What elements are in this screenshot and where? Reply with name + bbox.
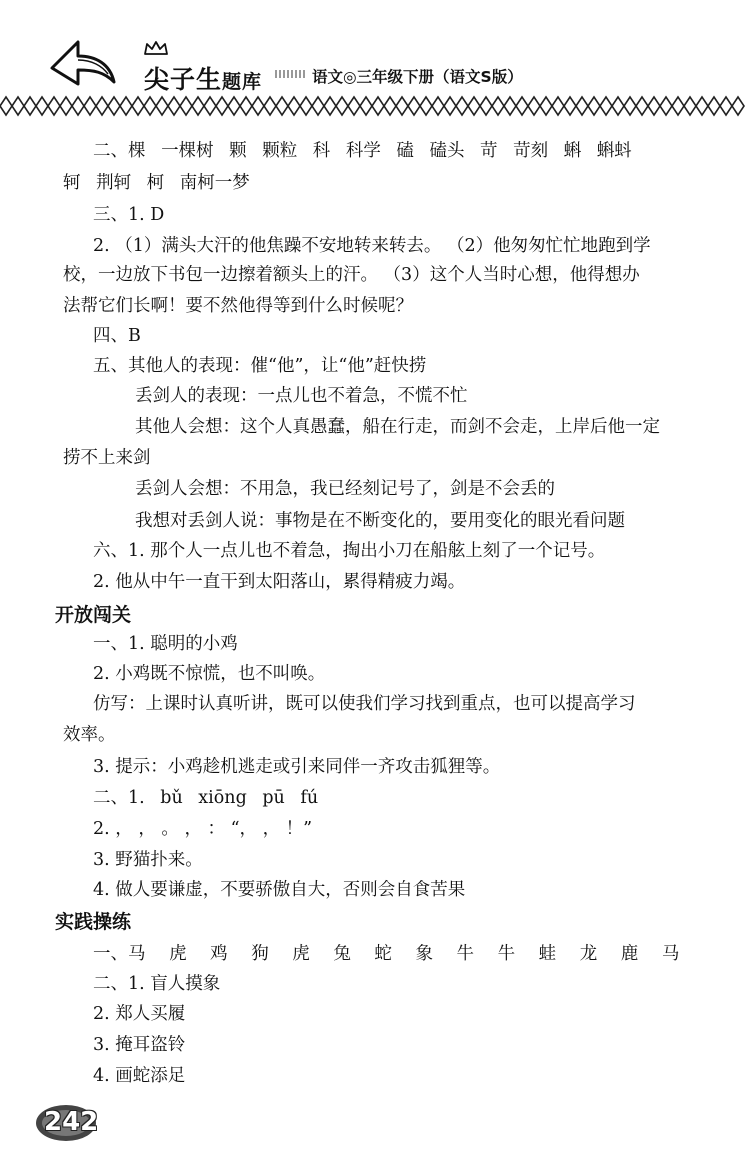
answer-line: 捞不上来剑 bbox=[63, 448, 151, 468]
zigzag-diamond bbox=[420, 97, 432, 115]
answer-line: 仿写：上课时认真听讲，既可以使我们学习找到重点，也可以提高学习 bbox=[93, 694, 636, 714]
answer-line: 丢剑人会想：不用急，我已经刻记号了，剑是不会丢的 bbox=[135, 479, 555, 499]
answer-line: 4. 画蛇添足 bbox=[93, 1066, 186, 1086]
zigzag-diamond bbox=[60, 97, 72, 115]
zigzag-diamond bbox=[480, 97, 492, 115]
zigzag-diamond bbox=[300, 97, 312, 115]
zigzag-diamond bbox=[348, 97, 360, 115]
answer-line: 校，一边放下书包一边擦着额头上的汗。 （3）这个人当时心想，他得想办 bbox=[63, 265, 640, 285]
zigzag-diamond bbox=[624, 97, 636, 115]
zigzag-diamond bbox=[336, 97, 348, 115]
zigzag-diamond bbox=[552, 97, 564, 115]
answer-line: 其他人会想：这个人真愚蠢，船在行走，而剑不会走，上岸后他一定 bbox=[135, 417, 660, 437]
zigzag-diamond bbox=[120, 97, 132, 115]
answer-line: 4. 做人要谦虚，不要骄傲自大，否则会自食苦果 bbox=[93, 880, 466, 900]
zigzag-diamond bbox=[108, 97, 120, 115]
answer-line: 3. 野猫扑来。 bbox=[93, 850, 203, 870]
answer-line: 五、其他人的表现：催“他”，让“他”赶快捞 bbox=[93, 356, 427, 376]
answer-line: 丢剑人的表现：一点儿也不着急，不慌不忙 bbox=[135, 386, 468, 406]
zigzag-diamond bbox=[168, 97, 180, 115]
zigzag-diamond bbox=[288, 97, 300, 115]
brand-main: 尖子生 bbox=[144, 65, 223, 94]
zigzag-diamond bbox=[144, 97, 156, 115]
zigzag-diamond bbox=[204, 97, 216, 115]
zigzag-diamond bbox=[660, 97, 672, 115]
zigzag-diamond bbox=[732, 97, 744, 115]
zigzag-diamond bbox=[312, 97, 324, 115]
zigzag-diamond bbox=[228, 97, 240, 115]
section-title-open: 开放闯关 bbox=[55, 604, 132, 626]
zigzag-diamond bbox=[384, 97, 396, 115]
answer-line: 2. 郑人买履 bbox=[93, 1004, 186, 1024]
answer-line: 轲 荆轲 柯 南柯一梦 bbox=[63, 173, 250, 193]
zigzag-diamond bbox=[156, 97, 168, 115]
zigzag-diamond bbox=[252, 97, 264, 115]
zigzag-diamond bbox=[636, 97, 648, 115]
answer-line: 二、1. 盲人摸象 bbox=[93, 974, 221, 994]
answer-line: 一、马 虎 鸡 狗 虎 兔 蛇 象 牛 牛 蛙 龙 鹿 马 bbox=[93, 944, 680, 964]
zigzag-diamond bbox=[432, 97, 444, 115]
zigzag-diamond bbox=[132, 97, 144, 115]
zigzag-diamond bbox=[648, 97, 660, 115]
zigzag-diamond bbox=[672, 97, 684, 115]
zigzag-diamond bbox=[180, 97, 192, 115]
answer-line: 三、1. D bbox=[93, 205, 165, 225]
zigzag-diamond bbox=[720, 97, 732, 115]
section-title-practice: 实践操练 bbox=[55, 911, 132, 933]
answer-line: 2. ， ， 。 ， ： “， ， ！” bbox=[93, 819, 313, 839]
zigzag-diamond bbox=[492, 97, 504, 115]
zigzag-diamond bbox=[540, 97, 552, 115]
zigzag-diamond bbox=[612, 97, 624, 115]
page-number: 242 bbox=[44, 1107, 99, 1137]
zigzag-diamond bbox=[600, 97, 612, 115]
zigzag-diamond bbox=[564, 97, 576, 115]
zigzag-diamond bbox=[360, 97, 372, 115]
zigzag-diamond bbox=[84, 97, 96, 115]
book-subject-title: 语文◎三年级下册（语文S版） bbox=[312, 68, 523, 86]
zigzag-diamond bbox=[264, 97, 276, 115]
zigzag-diamond bbox=[456, 97, 468, 115]
answer-line: 效率。 bbox=[63, 725, 116, 745]
zigzag-diamond bbox=[276, 97, 288, 115]
answer-line: 二、1. bǔ xiōng pū fú bbox=[93, 788, 319, 808]
answer-line: 我想对丢剑人说：事物是在不断变化的，要用变化的眼光看问题 bbox=[135, 511, 625, 531]
zigzag-diamond bbox=[468, 97, 480, 115]
answer-line: 二、棵 一棵树 颗 颗粒 科 科学 磕 磕头 苛 苛刻 蝌 蝌蚪 bbox=[93, 141, 632, 161]
answer-line: 六、1. 那个人一点儿也不着急，掏出小刀在船舷上刻了一个记号。 bbox=[93, 541, 606, 561]
page-number-badge bbox=[30, 1098, 110, 1148]
zigzag-diamond bbox=[324, 97, 336, 115]
page-header bbox=[0, 0, 750, 120]
zigzag-diamond bbox=[216, 97, 228, 115]
brand-logo bbox=[144, 60, 262, 96]
zigzag-diamond bbox=[504, 97, 516, 115]
answer-line: 一、1. 聪明的小鸡 bbox=[93, 634, 238, 654]
zigzag-diamond bbox=[408, 97, 420, 115]
answer-line: 3. 掩耳盗铃 bbox=[93, 1035, 186, 1055]
zigzag-diamond bbox=[396, 97, 408, 115]
answer-line: 四、B bbox=[93, 326, 141, 346]
crown-icon bbox=[143, 40, 169, 56]
zigzag-diamond bbox=[696, 97, 708, 115]
brand-small: 题库 bbox=[222, 71, 263, 93]
answer-line: 2. （1）满头大汗的他焦躁不安地转来转去。 （2）他匆匆忙忙地跑到学 bbox=[93, 236, 651, 256]
zigzag-diamond bbox=[12, 97, 24, 115]
zigzag-diamond bbox=[48, 97, 60, 115]
zigzag-diamond bbox=[0, 97, 12, 115]
zigzag-diamond bbox=[528, 97, 540, 115]
zigzag-diamond bbox=[36, 97, 48, 115]
answer-line: 2. 他从中午一直干到太阳落山，累得精疲力竭。 bbox=[93, 572, 466, 592]
zigzag-diamond bbox=[24, 97, 36, 115]
zigzag-diamond bbox=[240, 97, 252, 115]
zigzag-diamond bbox=[72, 97, 84, 115]
header-dots bbox=[275, 70, 305, 78]
zigzag-diamond bbox=[192, 97, 204, 115]
zigzag-diamond bbox=[96, 97, 108, 115]
zigzag-diamond bbox=[372, 97, 384, 115]
header-zigzag-border bbox=[0, 93, 750, 119]
zigzag-diamond bbox=[516, 97, 528, 115]
zigzag-diamond bbox=[444, 97, 456, 115]
zigzag-diamond bbox=[684, 97, 696, 115]
zigzag-diamond bbox=[576, 97, 588, 115]
answer-line: 3. 提示：小鸡趁机逃走或引来同伴一齐攻击狐狸等。 bbox=[93, 757, 501, 777]
answer-line: 法帮它们长啊！要不然他得等到什么时候呢？ bbox=[63, 296, 413, 316]
answer-line: 2. 小鸡既不惊慌，也不叫唤。 bbox=[93, 664, 326, 684]
arrow-logo-icon bbox=[48, 38, 118, 100]
zigzag-diamond bbox=[588, 97, 600, 115]
zigzag-diamond bbox=[708, 97, 720, 115]
